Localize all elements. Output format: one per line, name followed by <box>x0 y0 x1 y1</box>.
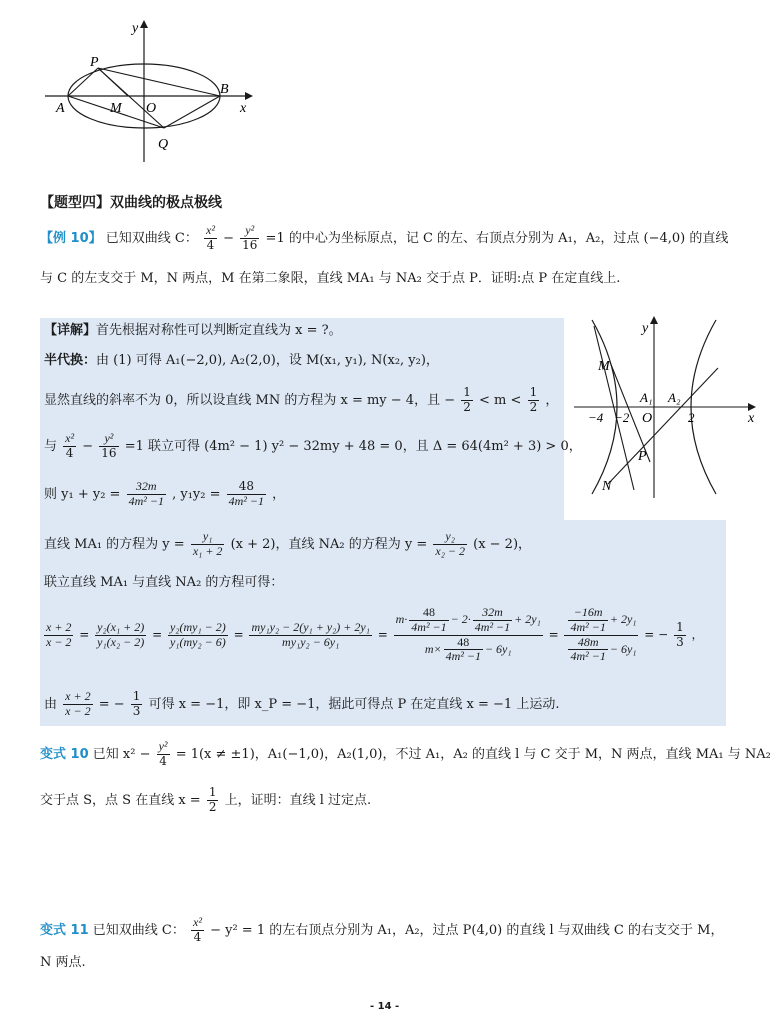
label-a2: A₂ <box>668 390 681 405</box>
label-neg2: −2 <box>614 410 630 425</box>
fraction: $\frac{32m}{\text{4m² −1}}$ <box>128 479 164 508</box>
label-p: P <box>638 449 647 464</box>
fraction: $\frac{\text{y²}}{4}$ <box>158 739 168 768</box>
label-a: A <box>56 101 65 116</box>
label-o: O <box>642 411 653 426</box>
hyperbola-figure <box>570 312 760 502</box>
compound-fraction: m· $\frac{48}{\text{4m² −1}}$ − 2· $\frac{32m}{\text{4m² −1}}$ + 2y₁ m× $\frac{48}{\text{4m² −1}}$ − 6y₁ <box>395 605 541 664</box>
label-y: y <box>132 21 139 36</box>
example10-line2: 与 C 的左支交于 M，N 两点，M 在第二象限，直线 MA₁ 与 NA₂ 交于点 P．证明:点 P 在定直线上. <box>40 271 621 286</box>
fraction: $\frac{\text{y₁}}{\text{x₁ + 2}}$ <box>192 529 223 558</box>
fraction: $\frac{\text{my₁y₂ − 2(y₁ + y₂) + 2y₁}}{\text{my₁y₂ − 6y₁}}$ <box>251 619 370 649</box>
fraction: $\frac{\text{x²}}{4}$ <box>206 223 215 252</box>
variant11-tag: 变式 11 <box>40 922 89 938</box>
label-m: M <box>110 101 122 116</box>
label-a1: A₁ <box>640 390 653 405</box>
segment-pq <box>98 68 164 128</box>
fraction: $\frac{1}{3}$ <box>132 689 141 718</box>
fraction: $\frac{1}{2}$ <box>463 385 471 414</box>
example10-line1: 【例 10】 已知双曲线 C： $\frac{\text{x²}}{4}$ − $\frac{\text{y²}}{16}$ =1 的中心为坐标原点，记 C 的左、右顶点分别为 A₁，A₂，过点 (−4,0) 的直线 <box>40 223 729 252</box>
solution-line9: 由 $\frac{x + 2}{x - 2}$ = − $\frac{1}{3}$ 可得 x = −1，即 x_P = −1，据此可得点 P 在定直线 x = −1 上运动. <box>44 689 560 718</box>
solution-line6: 直线 MA₁ 的方程为 y = $\frac{\text{y₁}}{\text{x₁ + 2}}$ (x + 2)，直线 NA₂ 的方程为 y = $\frac{\text{y₂}}{\text{x₂ − 2}}$ (x − 2)， <box>44 529 532 558</box>
variant11-line1: 变式 11 已知双曲线 C： $\frac{\text{x²}}{4}$ − y² = 1 的左右顶点分别为 A₁，A₂，过点 P(4,0) 的直线 l 与双曲线 C 的右支交于 M， <box>40 915 724 944</box>
variant10-line1: 变式 10 已知 x² − $\frac{\text{y²}}{4}$ = 1(x ≠ ±1)，A₁(−1,0)，A₂(1,0)，不过 A₁，A₂ 的直线 l 与 C 交于 M，N 两点，直线 MA₁ 与 NA₂ <box>40 739 771 768</box>
line-na2 <box>608 368 718 484</box>
section-title: 【题型四】双曲线的极点极线 <box>40 195 222 211</box>
segment-ap <box>68 68 98 96</box>
label-neg4: −4 <box>588 410 604 425</box>
solution-line4: 与 $\frac{\text{x²}}{4}$ − $\frac{\text{y²}}{16}$ =1 联立可得 (4m² − 1) y² − 32my + 48 = 0，且 Δ = 64(4m² + 3) > 0， <box>44 431 582 460</box>
label-2: 2 <box>688 410 695 425</box>
fraction: $\frac{1}{2}$ <box>208 785 217 814</box>
x-arrow <box>748 403 756 411</box>
label-q: Q <box>158 137 169 152</box>
variant10-tag: 变式 10 <box>40 746 89 762</box>
fraction: $\frac{\text{x²}}{4}$ <box>65 431 75 460</box>
compound-fraction: $\frac{-16m}{\text{4m² −1}}$ + 2y₁ $\frac{48m}{\text{4m² −1}}$ − 6y₁ <box>564 606 638 664</box>
solution-line5: 则 y₁ + y₂ = $\frac{32m}{\text{4m² −1}}$ , y₁y₂ = $\frac{48}{\text{4m² −1}}$ ， <box>44 479 286 508</box>
y-arrow <box>650 316 658 324</box>
fraction: $\frac{\text{y₂(my₁ − 2)}}{\text{y₁(my₂ − 6)}}$ <box>169 619 226 649</box>
solution-line3: 显然直线的斜率不为 0，所以设直线 MN 的方程为 x = my − 4，且 − $\frac{1}{2}$ < m < $\frac{1}{2}$ ， <box>44 385 559 414</box>
solution-line2: 半代换：由 (1) 可得 A₁(−2,0), A₂(2,0)，设 M(x₁, y₁), N(x₂, y₂)， <box>44 353 439 368</box>
variant10-line2: 交于点 S，点 S 在直线 x = $\frac{1}{2}$ 上，证明：直线 l 过定点. <box>40 785 372 814</box>
fraction: $\frac{1}{3}$ <box>676 619 684 649</box>
fraction: $\frac{1}{2}$ <box>529 385 538 414</box>
variant11-line2: N 两点. <box>40 955 86 970</box>
label-b: B <box>220 82 229 97</box>
label-n: N <box>602 479 612 494</box>
solution-equation: $\frac{x + 2}{x - 2}$ = $\frac{\text{y₂(x₁ + 2)}}{\text{y₁(x₂ − 2)}}$ = $\frac{\text{y₂(my₁ − 2)}}{\text{y₁(my₂ − 6)}}$ = $\frac{\text{my₁y₂ − 2(y₁ + y₂) + 2y₁}}{\text{my₁y₂ − 6y₁}}$ = m· $\frac{48}{\text{4m² −1}}$ − 2· $\frac{32m}{\text{4m² −1}}$ + 2y₁ m× $\frac{48}{\text{4m² −1}}$ − 6y₁ = $\frac{-16m}{\text{4m² −1}}$ + 2y₁ $\frac{48m}{\text{4m² −1}}$ − 6y₁ = − $\frac{1}{3}$ ， <box>46 605 704 664</box>
label-x: x <box>748 411 755 426</box>
fraction: $\frac{x + 2}{x - 2}$ <box>65 689 91 718</box>
page-number: - 14 - <box>370 1001 400 1012</box>
x-arrow <box>245 92 253 100</box>
fraction: $\frac{48}{\text{4m² −1}}$ <box>228 479 265 508</box>
solution-line7: 联立直线 MA₁ 与直线 NA₂ 的方程可得： <box>44 575 284 590</box>
fraction: $\frac{\text{y²}}{16}$ <box>242 223 258 252</box>
ellipse-figure <box>40 12 260 172</box>
example10-tag: 【例 10】 <box>40 230 102 246</box>
label-o: O <box>146 101 157 116</box>
segment-bq <box>164 96 220 128</box>
y-arrow <box>140 20 148 28</box>
segment-pb <box>98 68 220 96</box>
label-p: P <box>90 55 99 70</box>
fraction: $\frac{\text{y²}}{16}$ <box>101 431 117 460</box>
fraction: $\frac{x + 2}{x - 2}$ <box>46 619 72 649</box>
fraction: $\frac{\text{x²}}{4}$ <box>193 915 202 944</box>
fraction: $\frac{\text{y₂(x₁ + 2)}}{\text{y₁(x₂ − 2)}}$ <box>97 619 145 649</box>
solution-line1: 【详解】首先根据对称性可以判断定直线为 x = ?。 <box>44 323 342 338</box>
label-x: x <box>240 101 247 116</box>
label-y: y <box>642 321 649 336</box>
fraction: $\frac{\text{y₂}}{\text{x₂ − 2}}$ <box>435 529 465 558</box>
solution-tag: 【详解】 <box>44 323 97 338</box>
label-m: M <box>598 359 610 374</box>
